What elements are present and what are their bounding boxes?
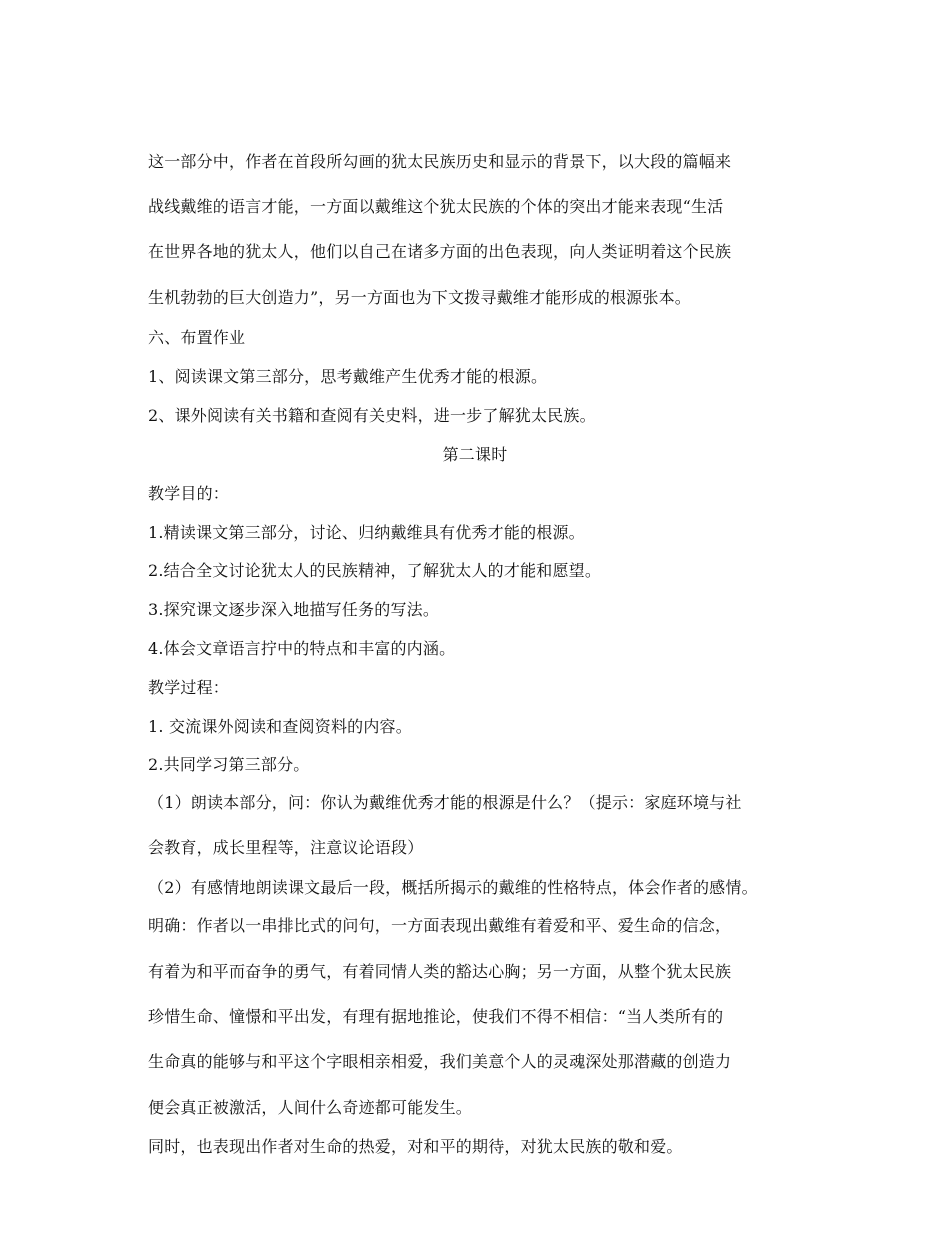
objective-item: 1.精读课文第三部分，讨论、归纳戴维具有优秀才能的根源。 [148, 523, 585, 542]
paragraph-line: 有着为和平而奋争的勇气，有着同情人类的豁达心胸；另一方面，从整个犹太民族 [148, 962, 732, 981]
section-heading: 六、布置作业 [148, 328, 246, 347]
paragraph-line: 珍惜生命、憧憬和平出发，有理有据地推论，使我们不得不相信：“当人类所有的 [148, 1007, 724, 1026]
objective-item: 3.探究课文逐步深入地描写任务的写法。 [148, 600, 440, 619]
paragraph-line: 在世界各地的犹太人，他们以自己在诸多方面的出色表现，向人类证明着这个民族 [148, 242, 732, 261]
paragraph-line: 会教育，成长里程等，注意议论语段） [148, 838, 424, 857]
process-item: 2.共同学习第三部分。 [148, 755, 310, 774]
objective-item: 4.体会文章语言拧中的特点和丰富的内涵。 [148, 639, 456, 658]
section-heading: 教学目的： [148, 484, 230, 503]
paragraph-line: 这一部分中，作者在首段所勾画的犹太民族历史和显示的背景下，以大段的篇幅来 [148, 152, 732, 171]
lesson-title: 第二课时 [442, 445, 508, 464]
paragraph-line: 便会真正被激活，人间什么奇迹都可能发生。 [148, 1098, 473, 1117]
objective-item: 2.结合全文讨论犹太人的民族精神，了解犹太人的才能和愿望。 [148, 561, 602, 580]
section-heading: 教学过程： [148, 678, 230, 697]
paragraph-line: 生机勃勃的巨大创造力”，另一方面也为下文拨寻戴维才能形成的根源张本。 [148, 288, 691, 307]
paragraph-line: 生命真的能够与和平这个字眼相亲相爱，我们美意个人的灵魂深处那潜藏的创造力 [148, 1052, 732, 1071]
assignment-item: 1、阅读课文第三部分，思考戴维产生优秀才能的根源。 [148, 367, 548, 386]
assignment-item: 2、课外阅读有关书籍和查阅有关史料，进一步了解犹太民族。 [148, 406, 596, 425]
process-item: 1. 交流课外阅读和查阅资料的内容。 [148, 717, 412, 736]
paragraph-line: 同时，也表现出作者对生命的热爱，对和平的期待，对犹太民族的敬和爱。 [148, 1137, 683, 1156]
paragraph-line: （2）有感情地朗读课文最后一段，概括所揭示的戴维的性格特点，体会作者的感情。 [148, 878, 758, 897]
paragraph-line: 战线戴维的语言才能，一方面以戴维这个犹太民族的个体的突出才能来表现“生活 [148, 197, 724, 216]
paragraph-line: 明确：作者以一串排比式的问句，一方面表现出戴维有着爱和平、爱生命的信念， [148, 916, 732, 935]
paragraph-line: （1）朗读本部分，问：你认为戴维优秀才能的根源是什么？（提示：家庭环境与社 [148, 793, 742, 812]
